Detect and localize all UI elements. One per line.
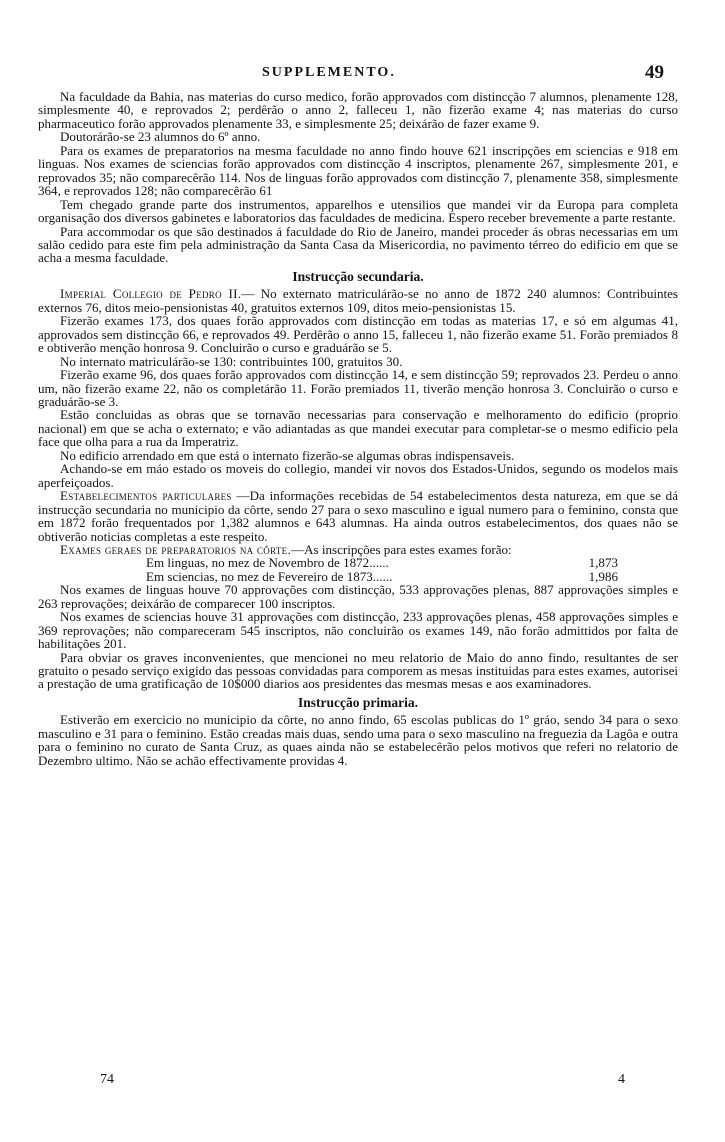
paragraph-bahia: Na faculdade da Bahia, nas materias do curso medico, forão approvados com distincção 7 alumnos, plenamente 128, simplesmente 40, e reprovados 2; perdêrão o anno 2, falleceu 1, não fizerão exame 4; nas materias do curso pharmaceutico forão approvados plenamente 33, e simplesmente 25; deixárão de fazer exame 9. <box>38 89 678 131</box>
paragraph-moveis: Achando-se em máo estado os moveis do collegio, mandei vir novos dos Estados-Unidos, segundo os modelos mais aperfeiçoados. <box>38 461 678 490</box>
heading-primaria: Instrucção primaria. <box>298 694 418 710</box>
page-number: 49 <box>645 62 664 83</box>
paragraph-doutorarao: Doutorárão-se 23 alumnos do 6º anno. <box>60 129 261 145</box>
exam-label: Em linguas, no mez de Novembro de 1872...... <box>146 555 389 571</box>
page-header <box>0 58 725 84</box>
paragraph-exames-linguas: Nos exames de linguas houve 70 approvações com distincção, 533 approvações plenas, 887 approvações simples e 263 reprovações; deixárão de comparecer 100 inscriptos. <box>38 582 678 611</box>
paragraph-fizerao-exame: Fizerão exame 96, dos quaes forão approvados com distincção 14, e sem distincção 59; reprovados 23. Perdeu o anno um, não fizerão exame 22, não os completárão 11. Forão premiados 11, tiverão menção honrosa 3. Concluirão o curso e graduárão-se 3. <box>38 367 678 409</box>
running-title: SUPPLEMENTO. <box>262 65 396 80</box>
exam-label: Em sciencias, no mez de Fevereiro de 1873...... <box>146 568 393 584</box>
particulares-text: —Da informações recebidas de 54 estabelecimentos desta natureza, em que se dá instrucção secundaria no municipio da côrte, sendo 27 para o sexo masculino e igual numero para o feminino, consta que em 1872 forão frequentados por 1,382 alumnos e 643 alumnas. Ha ainda outros estabelecimentos, dos quaes não se obtiverão noticias completas a este respeito. <box>38 488 678 544</box>
paragraph-internato: No internato matriculárão-se 130: contribuintes 100, gratuitos 30. <box>60 353 403 369</box>
imperial-collegio-lead: Imperial Collegio de Pedro II. <box>60 286 242 302</box>
exam-value: 1,873 <box>588 555 618 571</box>
paragraph-gratificacao: Para obviar os graves inconvenientes, que mencionei no meu relatorio de Maio do anno findo, resultantes de ser gratuito o pesado serviço exigido das pessoas convidadas para comporem as mesas instituidas para estes exames, autorisei a prestação de uma gratificação de 10$000 diarios aos presidentes das mesmas mesas e aos examinadores. <box>38 649 678 692</box>
paragraph-obras: Estão concluidas as obras que se tornavão necessarias para conservação e melhoramento do edificio (proprio nacional) em que se acha o externato; e vão adiantadas as que mandei executar para completar-se o mesmo edificio pela face que olha para a rua da Imperatriz. <box>38 407 678 450</box>
paragraph-instrumentos: Tem chegado grande parte dos instrumentos, apparelhos e utensilios que mandei vir da Europa para completa organisação dos diversos gabinetes e laboratorios das faculdades de medicina. Espero receber brevemente a parte restante. <box>38 196 678 226</box>
particulares-lead: Estabelecimentos particulares <box>60 488 232 504</box>
paragraph-exames-sciencias: Nos exames de sciencias houve 31 approvações com distincção, 233 approvações plenas, 458 approvações simples e 369 reprovações; não compareceram 545 inscriptos, não concluirão os exames 149, não forão admittidos por falta de habilitações 201. <box>38 609 678 652</box>
page-body <box>38 90 678 767</box>
paragraph-edificio-arrendado: No edificio arrendado em que está o internato fizerão-se algumas obras indispensaveis. <box>60 447 515 463</box>
page-footer <box>0 1072 725 1092</box>
signature-mark-left: 74 <box>100 1072 114 1087</box>
paragraph-preparatorios: Para os exames de preparatorios na mesma faculdade no anno findo houve 621 inscripções em sciencias e 918 em linguas. Nos exames de sciencias forão approvados com distincção 4 inscriptos, plenamente 267, simplesmente 201, e reprovados 35; não comparecêrão 114. Nos de linguas forão approvados com distincção 7, plenamente 358, simplesmente 364, e reprovados 128; não comparecêrão 61 <box>38 142 678 199</box>
exames-geraes-text: —As inscripções para estes exames forão: <box>291 541 512 557</box>
signature-mark-right: 4 <box>618 1072 625 1087</box>
paragraph-primaria: Estiverão em exercicio no municipio da côrte, no anno findo, 65 escolas publicas do 1º gráo, sendo 34 para o sexo masculino e 31 para o feminino. Estão creadas mais duas, sendo uma para o sexo masculino na freguezia da Lagôa e outra para o feminino no curato de Santa Cruz, as quaes ainda não se estabelecêrão pelos motivos que referi no relatorio de Dezembro ultimo. Não se achão effectivamente providas 4. <box>38 712 678 768</box>
heading-secundaria: Instrucção secundaria. <box>292 268 424 284</box>
exam-line-sciencias <box>38 570 678 583</box>
exam-line-linguas <box>38 556 678 569</box>
paragraph-fizerao-exames: Fizerão exames 173, dos quaes forão approvados com distincção em todas as materias 17, e só em algumas 41, approvados sem distincção 66, e reprovados 49. Perdêrão o anno 15, falleceu 1, não fizerão exame 51. Forão premiados 8 e obtiverão menção honrosa 9. Concluirão o curso e graduárão se 5. <box>38 313 678 356</box>
paragraph-accommodar: Para accommodar os que são destinados á faculdade do Rio de Janeiro, mandei proceder ás obras necessarias em um salão cedido para este fim pela administração da Santa Casa da Misericordia, no pavimento térreo do edificio em que se acha a mesma faculdade. <box>38 223 678 266</box>
paragraph-particulares <box>38 489 678 543</box>
exames-geraes-lead: Exames geraes de preparatorios na côrte. <box>60 541 292 557</box>
exam-value: 1,986 <box>588 568 618 584</box>
imperial-collegio-text: — No externato matriculárão-se no anno de 1872 240 alumnos: Contribuintes externos 76, ditos meio-pensionistas 40, gratuitos externos 109, ditos meio-pensionistas 15. <box>38 286 678 315</box>
paragraph-imperial-collegio <box>38 287 678 314</box>
paragraph-exames-geraes <box>38 543 678 556</box>
